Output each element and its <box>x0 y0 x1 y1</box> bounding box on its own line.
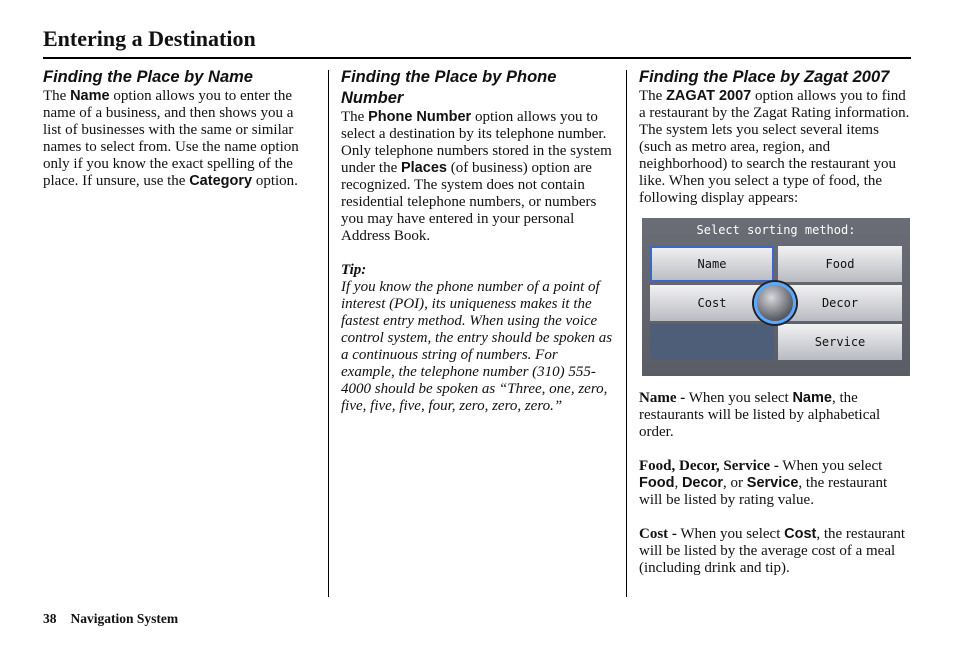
zagat-paragraph-2: The system lets you select several items (such as metro area, region, and neighborhood) to search the restaurant you like. When you select a type of food, the following display appears: <box>639 122 896 206</box>
page-title: Entering a Destination <box>43 26 256 51</box>
section-heading-phone: Finding the Place by Phone Number <box>341 68 557 107</box>
screen-header: Select sorting method: <box>696 223 856 237</box>
decor-sort-button[interactable]: Decor <box>778 285 902 321</box>
column-divider <box>626 70 627 597</box>
name-paragraph: The Name option allows you to enter the name of a business, and then shows you a list of businesses with the same or similar names to select from. Use the name option only if you know the exact spelling of the place. If unsure, use the Category option. <box>43 88 299 189</box>
column-phone <box>341 67 613 415</box>
tip-text: If you know the phone number of a point of interest (POI), its uniqueness makes it the fastest entry method. When using the voice control system, the entry should be spoken as a continuous string of numbers. For example, the telephone number (310) 555-4000 should be spoken as “Three, one, zero, five, five, five, four, zero, zero, zero.” <box>341 279 613 414</box>
sorting-method-screen <box>642 218 910 376</box>
joystick-knob-icon[interactable] <box>754 282 796 324</box>
page-footer <box>43 611 178 627</box>
column-name <box>43 67 313 190</box>
phone-paragraph: The Phone Number option allows you to select a destination by its telephone number. Only telephone numbers stored in the system under the Places (of business) option are recognized. The system does not contain residential telephone numbers, or numbers you may have entered in your personal Address Book. <box>341 109 612 244</box>
page-number: 38 <box>43 611 57 626</box>
food-sort-button[interactable]: Food <box>778 246 902 282</box>
keyword-name: Name <box>70 88 110 104</box>
tip-label: Tip: <box>341 262 367 278</box>
zagat-paragraph: The ZAGAT 2007 option allows you to find a restaurant by the Zagat Rating information. <box>639 88 910 121</box>
food-decor-service-definition: Food, Decor, Service - When you select Food, Decor, or Service, the restaurant will be listed by rating value. <box>639 458 888 508</box>
title-rule <box>43 57 911 59</box>
keyword-places: Places <box>400 160 447 176</box>
cost-definition: Cost - When you select Cost, the restaurant will be listed by the average cost of a meal (including drink and tip). <box>639 526 906 576</box>
keyword-phone-number: Phone Number <box>368 109 472 125</box>
cost-sort-button[interactable]: Cost <box>650 285 774 321</box>
service-sort-button[interactable]: Service <box>778 324 902 360</box>
keyword-category: Category <box>189 173 253 189</box>
section-heading-zagat: Finding the Place by Zagat 2007 <box>639 68 890 86</box>
footer-section: Navigation System <box>70 611 179 626</box>
empty-slot <box>650 324 774 360</box>
name-definition: Name - When you select Name, the restaurants will be listed by alphabetical order. <box>639 390 881 440</box>
column-divider <box>328 70 329 597</box>
section-heading-name: Finding the Place by Name <box>43 68 253 86</box>
name-sort-button[interactable]: Name <box>650 246 774 282</box>
column-zagat <box>639 67 911 577</box>
keyword-zagat: ZAGAT 2007 <box>666 88 752 104</box>
